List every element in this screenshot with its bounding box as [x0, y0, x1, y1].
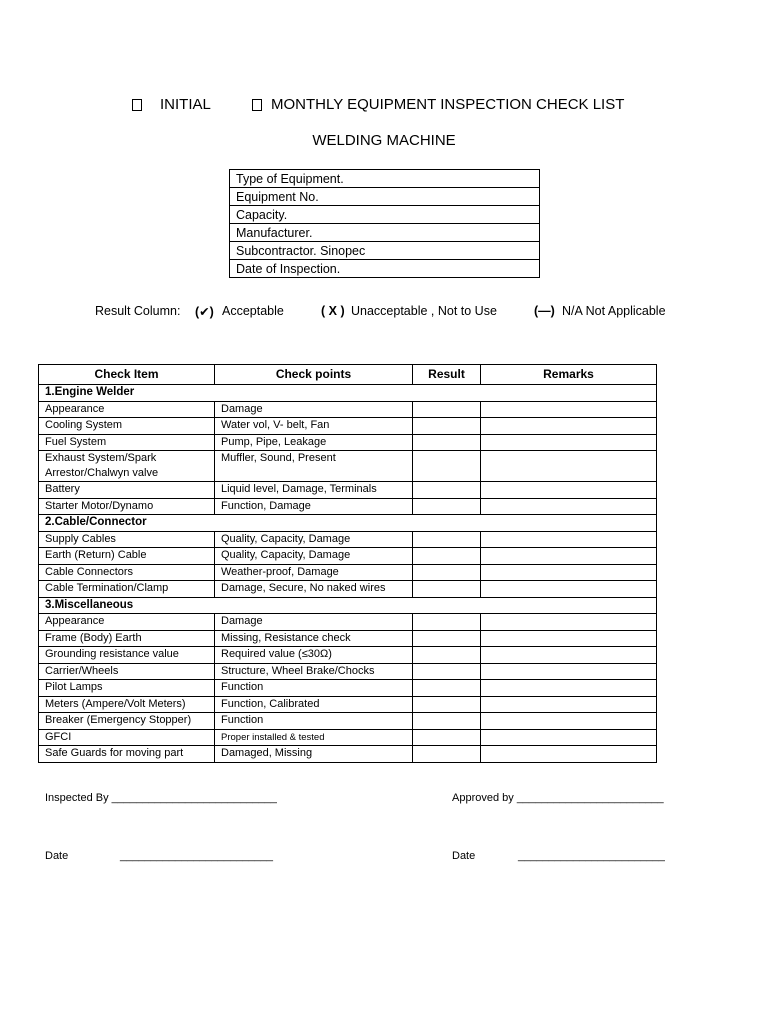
section-title: 2.Cable/Connector	[39, 515, 657, 532]
remarks-cell[interactable]	[481, 451, 657, 482]
na-symbol: (—)	[534, 304, 555, 318]
result-cell[interactable]	[413, 531, 481, 548]
check-item: Meters (Ampere/Volt Meters)	[39, 696, 215, 713]
remarks-cell[interactable]	[481, 663, 657, 680]
check-points: Function	[215, 713, 413, 730]
info-subcontractor[interactable]: Subcontractor. Sinopec	[230, 242, 540, 260]
acceptable-symbol: (✔)	[195, 305, 214, 319]
remarks-cell[interactable]	[481, 630, 657, 647]
table-row	[39, 581, 657, 598]
info-type[interactable]: Type of Equipment.	[230, 170, 540, 188]
page-subtitle: WELDING MACHINE	[312, 132, 456, 149]
remarks-cell[interactable]	[481, 482, 657, 499]
unacceptable-symbol: ( X )	[321, 304, 345, 318]
section-row	[39, 515, 657, 532]
table-row	[39, 696, 657, 713]
col-header-check-points: Check points	[215, 365, 413, 385]
check-item: Cable Connectors	[39, 564, 215, 581]
result-cell[interactable]	[413, 729, 481, 746]
table-row	[39, 680, 657, 697]
table-row	[39, 746, 657, 763]
acceptable-text: Acceptable	[222, 304, 284, 318]
initial-checkbox[interactable]	[132, 99, 142, 111]
table-row	[39, 713, 657, 730]
table-row	[39, 531, 657, 548]
check-points: Function, Calibrated	[215, 696, 413, 713]
result-cell[interactable]	[413, 498, 481, 515]
section-title: 1.Engine Welder	[39, 385, 657, 402]
remarks-cell[interactable]	[481, 614, 657, 631]
na-text: N/A Not Applicable	[562, 304, 666, 318]
checklist-table	[38, 364, 657, 763]
result-cell[interactable]	[413, 647, 481, 664]
table-row	[39, 548, 657, 565]
table-row	[39, 451, 657, 482]
check-item: Cable Termination/Clamp	[39, 581, 215, 598]
remarks-cell[interactable]	[481, 746, 657, 763]
result-cell[interactable]	[413, 663, 481, 680]
table-row	[39, 614, 657, 631]
date-right-field[interactable]: ________________________	[518, 850, 665, 862]
result-cell[interactable]	[413, 401, 481, 418]
section-row	[39, 597, 657, 614]
table-row	[39, 401, 657, 418]
legend-label: Result Column:	[95, 304, 181, 318]
remarks-cell[interactable]	[481, 498, 657, 515]
check-points: Required value (≤30Ω)	[215, 647, 413, 664]
check-points: Function, Damage	[215, 498, 413, 515]
col-header-remarks: Remarks	[481, 365, 657, 385]
equipment-info-table	[229, 169, 540, 278]
table-row	[39, 729, 657, 746]
check-points: Damage	[215, 614, 413, 631]
check-item: Supply Cables	[39, 531, 215, 548]
result-cell[interactable]	[413, 418, 481, 435]
table-row	[39, 434, 657, 451]
table-row	[39, 647, 657, 664]
check-points: Liquid level, Damage, Terminals	[215, 482, 413, 499]
section-row	[39, 385, 657, 402]
table-row	[39, 418, 657, 435]
remarks-cell[interactable]	[481, 581, 657, 598]
date-left-label: Date	[45, 850, 69, 862]
check-item: Pilot Lamps	[39, 680, 215, 697]
check-item: GFCI	[39, 729, 215, 746]
check-item: Breaker (Emergency Stopper)	[39, 713, 215, 730]
check-item: Cooling System	[39, 418, 215, 435]
check-points: Proper installed & tested	[215, 729, 413, 746]
remarks-cell[interactable]	[481, 564, 657, 581]
remarks-cell[interactable]	[481, 418, 657, 435]
info-manufacturer[interactable]: Manufacturer.	[230, 224, 540, 242]
check-item: Safe Guards for moving part	[39, 746, 215, 763]
result-cell[interactable]	[413, 581, 481, 598]
inspected-by-field[interactable]: Inspected By ___________________________	[45, 792, 277, 804]
remarks-cell[interactable]	[481, 680, 657, 697]
table-row	[39, 564, 657, 581]
col-header-check-item: Check Item	[39, 365, 215, 385]
check-item: Fuel System	[39, 434, 215, 451]
unacceptable-text: Unacceptable , Not to Use	[351, 304, 497, 318]
info-capacity[interactable]: Capacity.	[230, 206, 540, 224]
check-item: Appearance	[39, 614, 215, 631]
remarks-cell[interactable]	[481, 548, 657, 565]
check-points: Damage	[215, 401, 413, 418]
date-left-field[interactable]: _________________________	[120, 850, 273, 862]
check-points: Muffler, Sound, Present	[215, 451, 413, 482]
remarks-cell[interactable]	[481, 729, 657, 746]
check-points: Structure, Wheel Brake/Chocks	[215, 663, 413, 680]
remarks-cell[interactable]	[481, 647, 657, 664]
result-cell[interactable]	[413, 680, 481, 697]
check-points: Pump, Pipe, Leakage	[215, 434, 413, 451]
check-points: Damage, Secure, No naked wires	[215, 581, 413, 598]
check-points: Weather-proof, Damage	[215, 564, 413, 581]
table-row	[39, 630, 657, 647]
check-points: Damaged, Missing	[215, 746, 413, 763]
result-cell[interactable]	[413, 630, 481, 647]
result-legend	[0, 304, 768, 322]
remarks-cell[interactable]	[481, 434, 657, 451]
result-cell[interactable]	[413, 746, 481, 763]
monthly-checkbox[interactable]	[252, 99, 262, 111]
result-cell[interactable]	[413, 614, 481, 631]
section-title: 3.Miscellaneous	[39, 597, 657, 614]
check-item: Carrier/Wheels	[39, 663, 215, 680]
check-item: Frame (Body) Earth	[39, 630, 215, 647]
check-points: Missing, Resistance check	[215, 630, 413, 647]
remarks-cell[interactable]	[481, 401, 657, 418]
check-item: Battery	[39, 482, 215, 499]
check-item: Starter Motor/Dynamo	[39, 498, 215, 515]
table-row	[39, 482, 657, 499]
check-points: Quality, Capacity, Damage	[215, 548, 413, 565]
page-title: MONTHLY EQUIPMENT INSPECTION CHECK LIST	[271, 96, 625, 113]
remarks-cell[interactable]	[481, 531, 657, 548]
col-header-result: Result	[413, 365, 481, 385]
date-right-label: Date	[452, 850, 476, 862]
table-row	[39, 498, 657, 515]
approved-by-field[interactable]: Approved by ________________________	[452, 792, 664, 804]
check-item: Exhaust System/Spark Arrestor/Chalwyn valve	[39, 451, 215, 482]
check-points: Water vol, V- belt, Fan	[215, 418, 413, 435]
initial-label: INITIAL	[160, 96, 211, 113]
result-cell[interactable]	[413, 564, 481, 581]
info-equipment-no[interactable]: Equipment No.	[230, 188, 540, 206]
check-points: Function	[215, 680, 413, 697]
remarks-cell[interactable]	[481, 696, 657, 713]
check-points: Quality, Capacity, Damage	[215, 531, 413, 548]
remarks-cell[interactable]	[481, 713, 657, 730]
form-header	[0, 96, 768, 118]
result-cell[interactable]	[413, 451, 481, 482]
result-cell[interactable]	[413, 548, 481, 565]
result-cell[interactable]	[413, 713, 481, 730]
check-item: Appearance	[39, 401, 215, 418]
result-cell[interactable]	[413, 696, 481, 713]
result-cell[interactable]	[413, 434, 481, 451]
result-cell[interactable]	[413, 482, 481, 499]
check-item: Grounding resistance value	[39, 647, 215, 664]
table-row	[39, 663, 657, 680]
info-date[interactable]: Date of Inspection.	[230, 260, 540, 278]
check-item: Earth (Return) Cable	[39, 548, 215, 565]
